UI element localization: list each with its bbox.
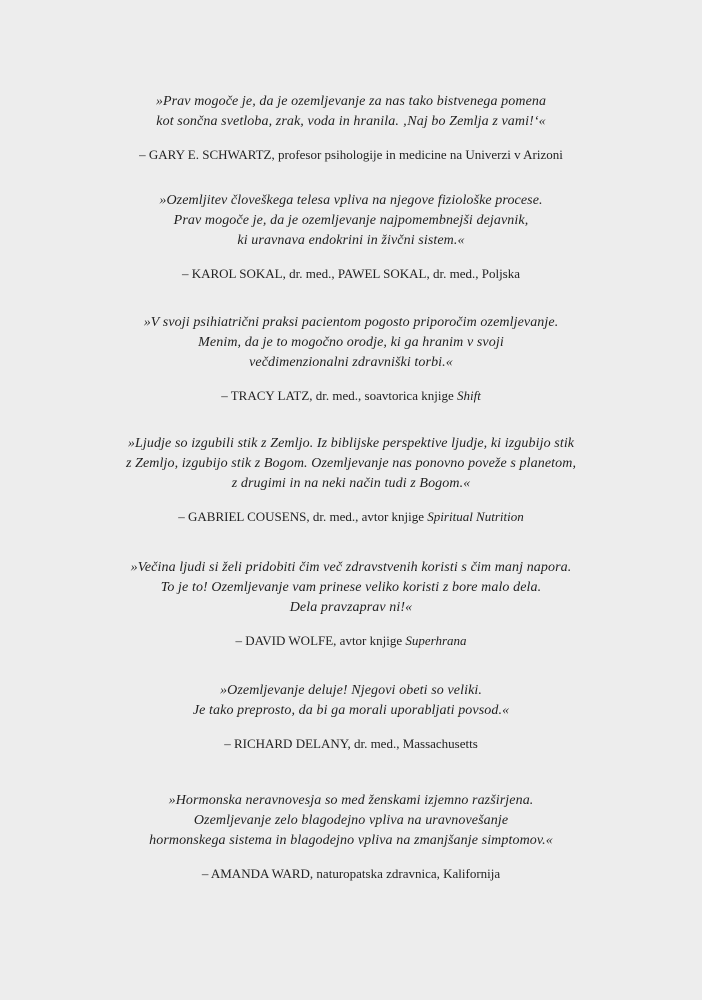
quote-line: »Prav mogoče je, da je ozemljevanje za nas tako bistvenega pomena [155, 94, 547, 109]
testimonial-attribution [0, 508, 702, 526]
quote-line: Dela pravzaprav ni!« [289, 600, 413, 615]
attribution-author: – TRACY LATZ, dr. med., soavtorica knjige [221, 388, 457, 403]
testimonial-quote [0, 558, 702, 618]
testimonial-attribution [0, 735, 702, 753]
quote-line: Je tako preprosto, da bi ga morali uporabljati povsod.« [192, 703, 510, 718]
quote-line: Prav mogoče je, da je ozemljevanje najpomembnejši dejavnik, [173, 213, 529, 228]
quote-line: Ozemljevanje zelo blagodejno vpliva na uravnovešanje [193, 813, 509, 828]
attribution-author: – AMANDA WARD, naturopatska zdravnica, Kalifornija [201, 866, 501, 881]
testimonial-attribution [0, 632, 702, 650]
quote-line: »Ozemljitev človeškega telesa vpliva na njegove fiziološke procese. [159, 193, 543, 208]
attribution-author: – RICHARD DELANY, dr. med., Massachusetts [224, 736, 478, 751]
quote-line: »Hormonska neravnovesja so med ženskami izjemno razširjena. [168, 793, 534, 808]
testimonial-wolfe [0, 558, 702, 650]
testimonial-cousens [0, 434, 702, 526]
quote-line: »V svoji psihiatrični praksi pacientom pogosto priporočim ozemljevanje. [143, 315, 559, 330]
attribution-book-title: Spiritual Nutrition [427, 509, 524, 524]
attribution-author: – GARY E. SCHWARTZ, profesor psihologije in medicine na Univerzi v Arizoni [139, 147, 563, 162]
testimonial-attribution [0, 265, 702, 283]
attribution-book-title: Shift [456, 388, 481, 403]
quote-line: ki uravnava endokrini in živčni sistem.« [237, 233, 465, 248]
quote-line: Menim, da je to mogočno orodje, ki ga hranim v svoji [198, 335, 504, 350]
quote-line: z drugimi in na neki način tudi z Bogom.« [231, 476, 471, 491]
testimonial-quote [0, 434, 702, 494]
testimonial-attribution [0, 146, 702, 164]
quote-line: To je to! Ozemljevanje vam prinese veliko koristi z bore malo dela. [160, 580, 542, 595]
testimonial-latz [0, 313, 702, 405]
quote-line: večdimenzionalni zdravniški torbi.« [249, 355, 453, 370]
testimonial-quote [0, 92, 702, 132]
testimonial-quote [0, 191, 702, 251]
attribution-author: – GABRIEL COUSENS, dr. med., avtor knjige [178, 509, 428, 524]
quote-line: »Ozemljevanje deluje! Njegovi obeti so veliki. [220, 683, 482, 698]
quote-line: hormonskega sistema in blagodejno vpliva na zmanjšanje simptomov.« [149, 833, 553, 848]
testimonial-attribution [0, 865, 702, 883]
testimonial-quote [0, 313, 702, 373]
testimonial-attribution [0, 387, 702, 405]
testimonial-ward [0, 791, 702, 883]
attribution-author: – KAROL SOKAL, dr. med., PAWEL SOKAL, dr. med., Poljska [181, 266, 521, 281]
testimonial-sokal [0, 191, 702, 283]
testimonial-schwartz [0, 92, 702, 164]
attribution-author: – DAVID WOLFE, avtor knjige [235, 633, 406, 648]
quote-line: z Zemljo, izgubijo stik z Bogom. Ozemljevanje nas ponovno poveže s planetom, [125, 456, 577, 471]
quote-line: kot sončna svetloba, zrak, voda in hranila. ‚Naj bo Zemlja z vami!‘« [156, 114, 546, 129]
testimonial-quote [0, 791, 702, 851]
attribution-book-title: Superhrana [405, 633, 467, 648]
testimonial-quote [0, 681, 702, 721]
quote-line: »Večina ljudi si želi pridobiti čim več zdravstvenih koristi s čim manj napora. [130, 560, 572, 575]
quote-line: »Ljudje so izgubili stik z Zemljo. Iz biblijske perspektive ljudje, ki izgubijo stik [127, 436, 575, 451]
testimonial-delany [0, 681, 702, 753]
